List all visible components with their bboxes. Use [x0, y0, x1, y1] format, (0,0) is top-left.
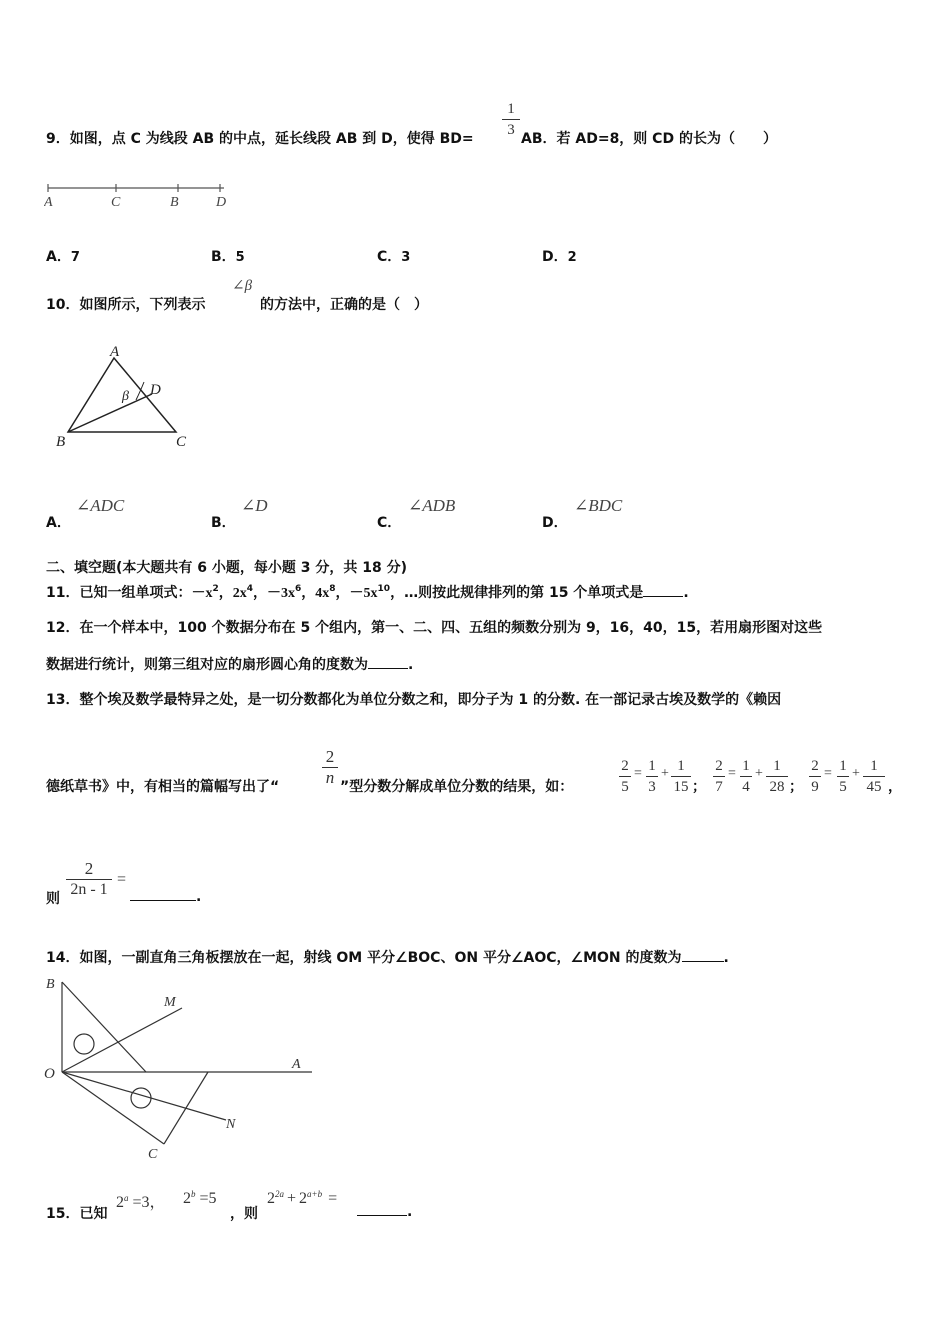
q10-option-a-value: ∠ADC	[76, 496, 125, 515]
q13-sep-1: ；	[692, 779, 706, 795]
q10-label-b: B	[56, 434, 66, 450]
q9-option-d[interactable]: D．2	[542, 249, 577, 265]
q11-answer-blank[interactable]	[643, 584, 683, 597]
q11-stem: 11．已知一组单项式：$-x^2$，$2x^4$，$-3x^6$，$4x^8$，$-5x^{10}$，…则按此规律排列的第 15 个单项式是 .	[46, 584, 689, 601]
q14-label-b: B	[46, 977, 55, 992]
q12-line-2: 数据进行统计，则第三组对应的扇形圆心角的度数为 .	[46, 657, 414, 673]
q9-label-b: B	[170, 195, 179, 210]
q10-option-c-value: ∠ADB	[408, 496, 456, 515]
q9-text-a: 9．如图，点 C 为线段 AB 的中点，延长线段 AB 到 D，使得 BD=	[46, 131, 474, 147]
q14-label-n: N	[226, 1117, 236, 1132]
q13-sep-2: ；	[789, 779, 803, 795]
q14-label-m: M	[164, 995, 176, 1010]
q13-line-2a: 德纸草书》中，有相当的篇幅写出了“	[46, 779, 280, 795]
q13-question-fraction: 2 2n - 1	[66, 860, 112, 899]
q14-stem: 14．如图，一副直角三角板摆放在一起，射线 OM 平分∠BOC、ON 平分∠AOC，∠MON 的度数为 .	[46, 950, 729, 966]
q9-fraction	[502, 100, 520, 139]
q15-answer-blank[interactable]	[357, 1203, 407, 1216]
q9-stem-b: AB．若 AD=8，则 CD 的长为（ ）	[521, 131, 777, 147]
q10-label-a: A	[110, 344, 120, 360]
q10-label-d: D	[150, 382, 161, 398]
q13-ex3-lhs: 2 9	[809, 757, 821, 796]
q12-answer-blank[interactable]	[368, 656, 408, 669]
q15-cond-2: $2^b =5$	[183, 1189, 217, 1207]
q13-eq: =	[117, 871, 127, 888]
q15-mid: ，则	[230, 1206, 258, 1222]
q10-option-d-value: ∠BDC	[574, 496, 623, 515]
q14-answer-blank[interactable]	[682, 949, 724, 962]
q10-label-c: C	[176, 434, 187, 450]
q9-frac-den: 3	[507, 122, 515, 138]
q9-option-a[interactable]: A．7	[46, 249, 80, 265]
section-2-title: 二、填空题(本大题共有 6 小题，每小题 3 分，共 18 分)	[46, 560, 408, 576]
q14-label-o: O	[44, 1066, 55, 1082]
q14-figure	[40, 972, 320, 1162]
q10-option-b-value: ∠D	[241, 496, 268, 515]
q13-2-over-n: 2 n	[322, 748, 338, 787]
q9-label-a: A	[44, 195, 53, 210]
q12-line-1: 12．在一个样本中，100 个数据分布在 5 个组内，第一、二、四、五组的频数分别为 9，16，40，15，若用扇形图对这些	[46, 620, 823, 636]
q10-option-c[interactable]: C．	[377, 515, 402, 531]
q15-answer: .	[357, 1203, 412, 1220]
q13-line-2b: ”型分数分解成单位分数的结果，如：	[340, 779, 574, 795]
q13-ex3-t1: 1 5	[837, 757, 849, 796]
q13-answer-blank[interactable]	[130, 888, 196, 901]
q13-answer: .	[130, 888, 201, 905]
q10-figure	[52, 342, 202, 452]
q13-line-1: 13．整个埃及数学最特异之处，是一切分数都化为单位分数之和，即分子为 1 的分数. 在一部记录古埃及数学的《赖因	[46, 692, 782, 708]
q13-ex1-lhs: 2 5	[619, 757, 631, 796]
q13-line-3-prefix: 则	[46, 891, 60, 907]
q14-label-c: C	[148, 1147, 158, 1162]
q13-ex1-t1: 1 3	[646, 757, 658, 796]
q9-stem	[46, 128, 474, 148]
q9-frac-num: 1	[507, 101, 515, 117]
q14-label-a: A	[292, 1057, 301, 1072]
q10-stem-a: 10．如图所示，下列表示	[46, 297, 206, 313]
q15-expression: $2^{2a} + 2^{a+b}$ =	[267, 1189, 338, 1207]
q10-label-beta: β	[122, 389, 129, 404]
q9-figure	[44, 180, 234, 210]
q13-ex2-lhs: 2 7	[713, 757, 725, 796]
q15-cond-1: $2^a =3$，	[116, 1193, 166, 1211]
q10-stem-b: 的方法中，正确的是（ ）	[260, 297, 428, 313]
q9-option-c[interactable]: C．3	[377, 249, 411, 265]
q13-ex2-t2: 1 28	[766, 757, 788, 796]
q9-label-c: C	[111, 195, 121, 210]
q10-option-b[interactable]: B．	[211, 515, 236, 531]
q13-comma: ，	[888, 779, 902, 795]
q10-option-a[interactable]: A．	[46, 515, 71, 531]
q13-ex3-t2: 1 45	[863, 757, 885, 796]
q9-label-d: D	[216, 195, 227, 210]
q10-option-d[interactable]: D．	[542, 515, 568, 531]
q9-option-b[interactable]: B．5	[211, 249, 245, 265]
q13-ex2-t1: 1 4	[740, 757, 752, 796]
q10-angle-beta: ∠β	[232, 278, 253, 294]
q13-ex1-t2: 1 15	[671, 757, 691, 796]
q15-prefix: 15．已知	[46, 1206, 108, 1222]
